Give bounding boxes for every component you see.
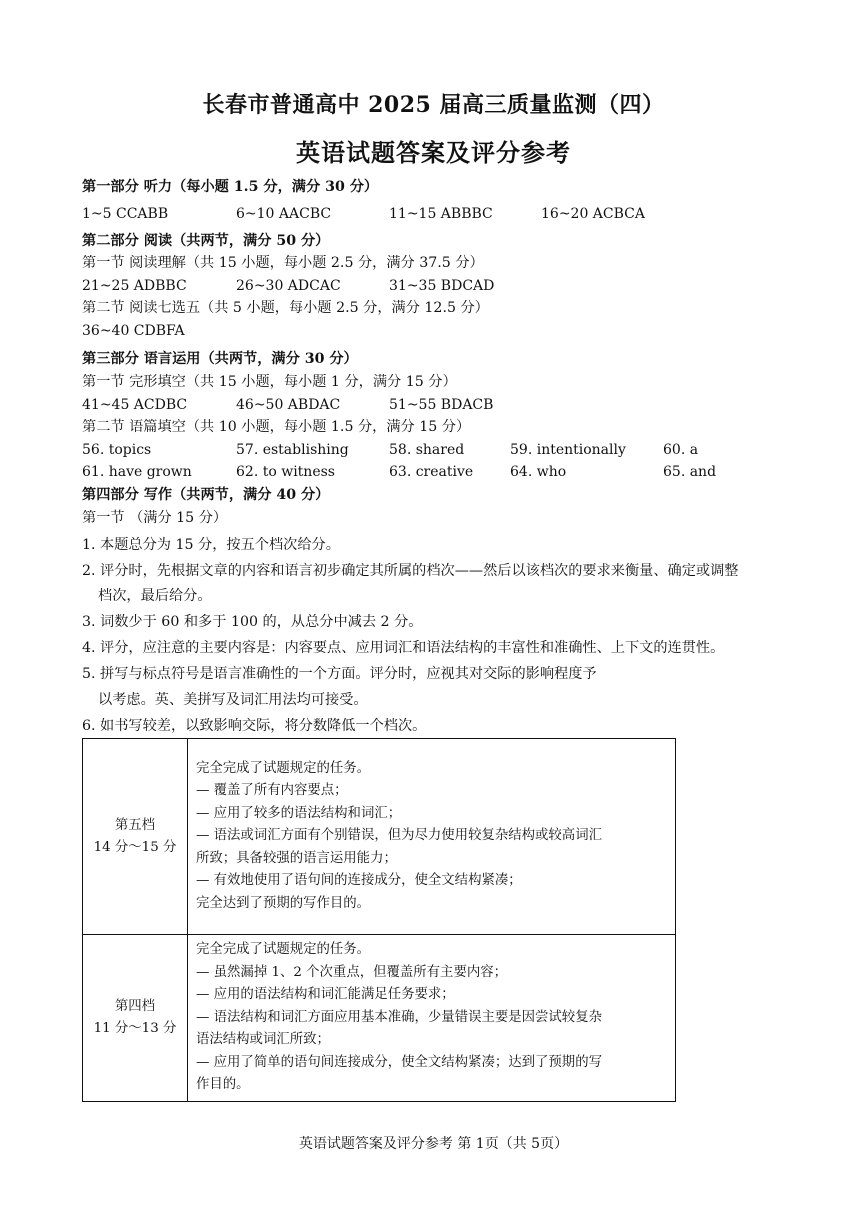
part2-heading: 第二部分 阅读（共两节，满分 50 分） (82, 233, 330, 249)
description-line: — 覆盖了所有内容要点； (196, 783, 348, 799)
cloze-answer: 64. who (510, 464, 567, 480)
answer-group: 46~50 ABDAC (236, 397, 341, 413)
grade-score-range: 14 分～15 分 (93, 839, 177, 855)
part4-heading: 第四部分 写作（共两节，满分 40 分） (82, 487, 330, 503)
scoring-rule: 1. 本题总分为 15 分，按五个档次给分。 (82, 537, 340, 553)
part2-section1-heading: 第一节 阅读理解（共 15 小题，每小题 2.5 分，满分 37.5 分） (82, 255, 484, 271)
cloze-answer: 65. and (663, 464, 717, 480)
description-line: 完全完成了试题规定的任务。 (196, 942, 371, 957)
description-line: 完全达到了预期的写作目的。 (196, 895, 371, 911)
cloze-answer: 63. creative (389, 464, 474, 480)
scoring-rule: 2. 评分时，先根据文章的内容和语言初步确定其所属的档次——然后以该档次的要求来衡量、确定或调整 (82, 563, 739, 579)
answer-group: 31~35 BDCAD (389, 278, 495, 294)
answer-group: 36~40 CDBFA (82, 323, 185, 339)
rubric-row (83, 935, 676, 1102)
description-line: — 语法结构和词汇方面应用基本准确，少量错误主要是因尝试较复杂 (196, 1009, 602, 1025)
answer-group: 26~30 ADCAC (236, 278, 341, 294)
description-line: — 应用的语法结构和词汇能满足任务要求； (196, 987, 455, 1002)
scoring-rule: 4. 评分，应注意的主要内容是：内容要点、应用词汇和语法结构的丰富性和准确性、上下文的连贯性。 (82, 640, 725, 656)
grade-level: 第五档 (114, 817, 156, 833)
document-title: 长春市普通高中 2025 届高三质量监测（四） (202, 92, 665, 118)
grade-description (188, 935, 676, 1102)
cloze-answer: 57. establishing (236, 442, 349, 458)
cloze-answer: 62. to witness (236, 464, 335, 480)
description-line: 完全完成了试题规定的任务。 (196, 760, 371, 776)
cloze-answer: 58. shared (389, 442, 465, 458)
part3-section2-heading: 第二节 语篇填空（共 10 小题，每小题 1.5 分，满分 15 分） (82, 419, 471, 435)
document-subtitle: 英语试题答案及评分参考 (296, 138, 571, 167)
answer-group: 16~20 ACBCA (541, 206, 646, 222)
description-line: 所致；具备较强的语言运用能力； (196, 850, 397, 866)
cloze-answer: 56. topics (82, 442, 152, 458)
scoring-rule: 3. 词数少于 60 和多于 100 的，从总分中减去 2 分。 (82, 614, 423, 630)
answer-group: 1~5 CCABB (82, 206, 169, 222)
cloze-answer: 60. a (663, 442, 699, 458)
scoring-rule: 5. 拼写与标点符号是语言准确性的一个方面。评分时，应视其对交际的影响程度予 (82, 666, 597, 682)
part2-section2-heading: 第二节 阅读七选五（共 5 小题，每小题 2.5 分，满分 12.5 分） (82, 300, 489, 316)
scoring-rule-continued: 以考虑。英、美拼写及词汇用法均可接受。 (98, 692, 368, 708)
rubric-row (83, 739, 676, 935)
cloze-answer: 59. intentionally (510, 442, 626, 458)
description-line: — 应用了较多的语法结构和词汇； (196, 805, 402, 821)
answer-group: 11~15 ABBBC (389, 206, 493, 222)
scoring-rule: 6. 如书写较差，以致影响交际，将分数降低一个档次。 (82, 718, 427, 734)
grade-score-range: 11 分～13 分 (93, 1020, 177, 1036)
description-line: 作目的。 (196, 1077, 250, 1092)
cloze-answer: 61. have grown (82, 464, 192, 480)
description-line: — 虽然漏掉 1、2 个次重点，但覆盖所有主要内容； (196, 964, 508, 980)
part4-section1-heading: 第一节 （满分 15 分） (82, 510, 228, 526)
part1-heading: 第一部分 听力（每小题 1.5 分，满分 30 分） (82, 179, 379, 195)
description-line: — 应用了简单的语句间连接成分，使全文结构紧凑；达到了预期的写 (196, 1054, 602, 1070)
part3-heading: 第三部分 语言运用（共两节，满分 30 分） (82, 351, 358, 367)
grade-cell (83, 739, 188, 935)
description-line: 语法结构或词汇所致； (196, 1032, 330, 1047)
answer-group: 41~45 ACDBC (82, 397, 188, 413)
part3-section1-heading: 第一节 完形填空（共 15 小题，每小题 1 分，满分 15 分） (82, 374, 457, 390)
grade-cell (83, 935, 188, 1102)
description-line: — 语法或词汇方面有个别错误，但为尽力使用较复杂结构或较高词汇 (196, 828, 602, 844)
page-footer: 英语试题答案及评分参考 第 1页（共 5页） (298, 1136, 569, 1152)
answer-group: 21~25 ADBBC (82, 278, 187, 294)
grading-rubric-table (82, 738, 676, 1102)
grade-level: 第四档 (114, 998, 156, 1014)
description-line: — 有效地使用了语句间的连接成分，使全文结构紧凑； (196, 873, 522, 889)
grade-description (188, 739, 676, 935)
scoring-rule-continued: 档次，最后给分。 (98, 588, 212, 604)
answer-group: 6~10 AACBC (236, 206, 332, 222)
answer-group: 51~55 BDACB (389, 397, 494, 413)
